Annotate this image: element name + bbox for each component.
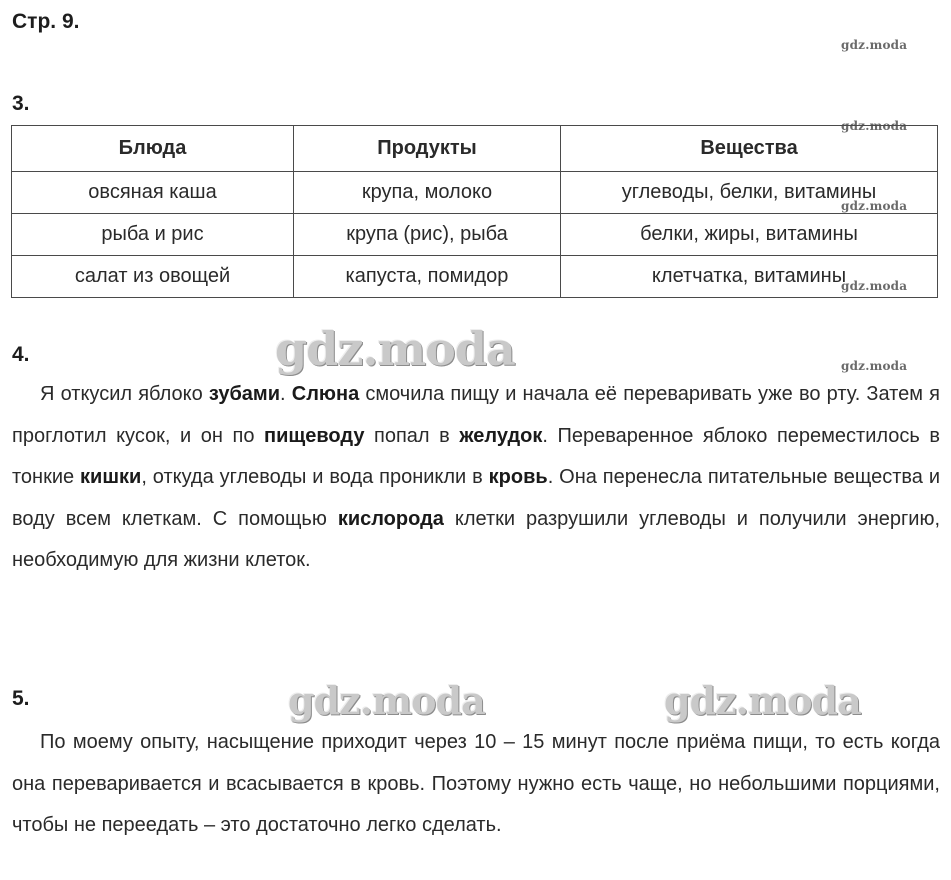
table-cell: белки, жиры, витамины [561,214,938,256]
task-4-paragraph: Я откусил яблоко зубами. Слюна смочила пищу и начала её переваривать уже во рту. Затем я проглотил кусок, и он по пищеводу попал в желудок. Переваренное яблоко переместилось в тонкие кишки, откуда углеводы и вода проникли в кровь. Она перенесла питательные вещества и воду всем клеткам. С помощью кислорода клетки разрушили углеводы и получили энергию, необходимую для жизни клеток. [12,383,941,571]
table-cell: углеводы, белки, витамины [561,172,938,214]
task-4-number: 4. [12,343,30,366]
watermark-large: gdz.moda [275,322,515,376]
task-5-paragraph: По моему опыту, насыщение приходит через 10 – 15 минут после приёма пищи, то есть когда она переваривается и всасывается в кровь. Поэтому нужно есть чаще, но небольшими порциями, чтобы не переедать – это достаточно легко сделать. [12,731,940,836]
table-cell: рыба и рис [12,214,294,256]
watermark-small: gdz.moda [841,119,908,133]
table-row [12,214,938,256]
table-cell: овсяная каша [12,172,294,214]
watermark-small: gdz.moda [841,199,908,213]
task-5-number: 5. [12,687,30,710]
table-cell: салат из овощей [12,256,294,298]
page-label: Стр. 9. [12,10,80,33]
table-cell: крупа (рис), рыба [294,214,561,256]
watermark-large: gdz.moda [288,678,485,723]
header-dishes: Блюда [12,126,294,172]
watermark-small: gdz.moda [841,279,908,293]
table-row [12,172,938,214]
table-row [12,256,938,298]
table-cell: крупа, молоко [294,172,561,214]
header-substances: Вещества [561,126,938,172]
watermark-large: gdz.moda [664,678,861,723]
watermark-small: gdz.moda [841,359,908,373]
table-header-row [12,126,938,172]
table-cell: клетчатка, витамины [561,256,938,298]
watermark-small: gdz.moda [841,38,908,52]
foods-table [11,125,938,298]
header-products: Продукты [294,126,561,172]
task-3-number: 3. [12,92,30,115]
table-cell: капуста, помидор [294,256,561,298]
